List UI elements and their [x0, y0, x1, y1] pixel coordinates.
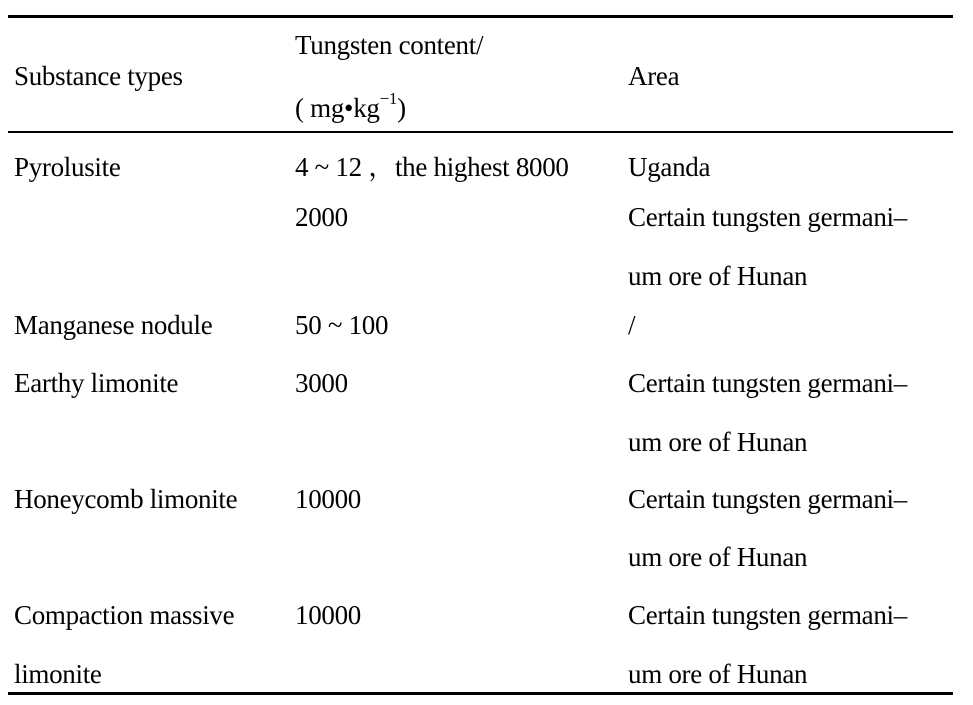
row-compaction-area-2: um ore of Hunan — [628, 659, 808, 689]
row-pyrolusite-area-2: Certain tungsten germani– — [628, 202, 907, 232]
row-compaction-area: Certain tungsten germani– — [628, 600, 907, 630]
header-area: Area — [628, 61, 680, 91]
row-earthy-area: Certain tungsten germani– — [628, 368, 907, 398]
table-top-rule — [8, 15, 953, 18]
header-substance-types: Substance types — [14, 61, 183, 91]
header-unit-close: ) — [397, 93, 406, 123]
header-tungsten-unit — [295, 89, 406, 123]
row-compaction-content: 10000 — [295, 600, 362, 630]
row-pyrolusite-content: 4 ~ 12 ，the highest 8000 — [295, 152, 569, 182]
row-compaction-substance-2: limonite — [14, 659, 102, 689]
header-unit-superscript: −1 — [379, 89, 398, 108]
row-compaction-substance: Compaction massive — [14, 600, 235, 630]
row-pyrolusite-substance: Pyrolusite — [14, 152, 121, 182]
row-manganese-content: 50 ~ 100 — [295, 310, 389, 340]
row-earthy-content: 3000 — [295, 368, 348, 398]
header-tungsten-content: Tungsten content/ — [295, 30, 484, 60]
row-earthy-area-2: um ore of Hunan — [628, 427, 808, 457]
row-honeycomb-substance: Honeycomb limonite — [14, 484, 238, 514]
row-pyrolusite-area-3: um ore of Hunan — [628, 261, 808, 291]
row-honeycomb-content: 10000 — [295, 484, 362, 514]
row-manganese-area: / — [628, 310, 636, 340]
row-earthy-substance: Earthy limonite — [14, 368, 179, 398]
row-honeycomb-area-2: um ore of Hunan — [628, 542, 808, 572]
table-header-rule — [8, 131, 953, 133]
table-bottom-rule — [8, 692, 953, 695]
header-unit-open: ( mg•kg — [295, 93, 380, 123]
row-manganese-substance: Manganese nodule — [14, 310, 213, 340]
row-pyrolusite-area: Uganda — [628, 152, 711, 182]
row-pyrolusite-content-2: 2000 — [295, 202, 348, 232]
row-honeycomb-area: Certain tungsten germani– — [628, 484, 907, 514]
